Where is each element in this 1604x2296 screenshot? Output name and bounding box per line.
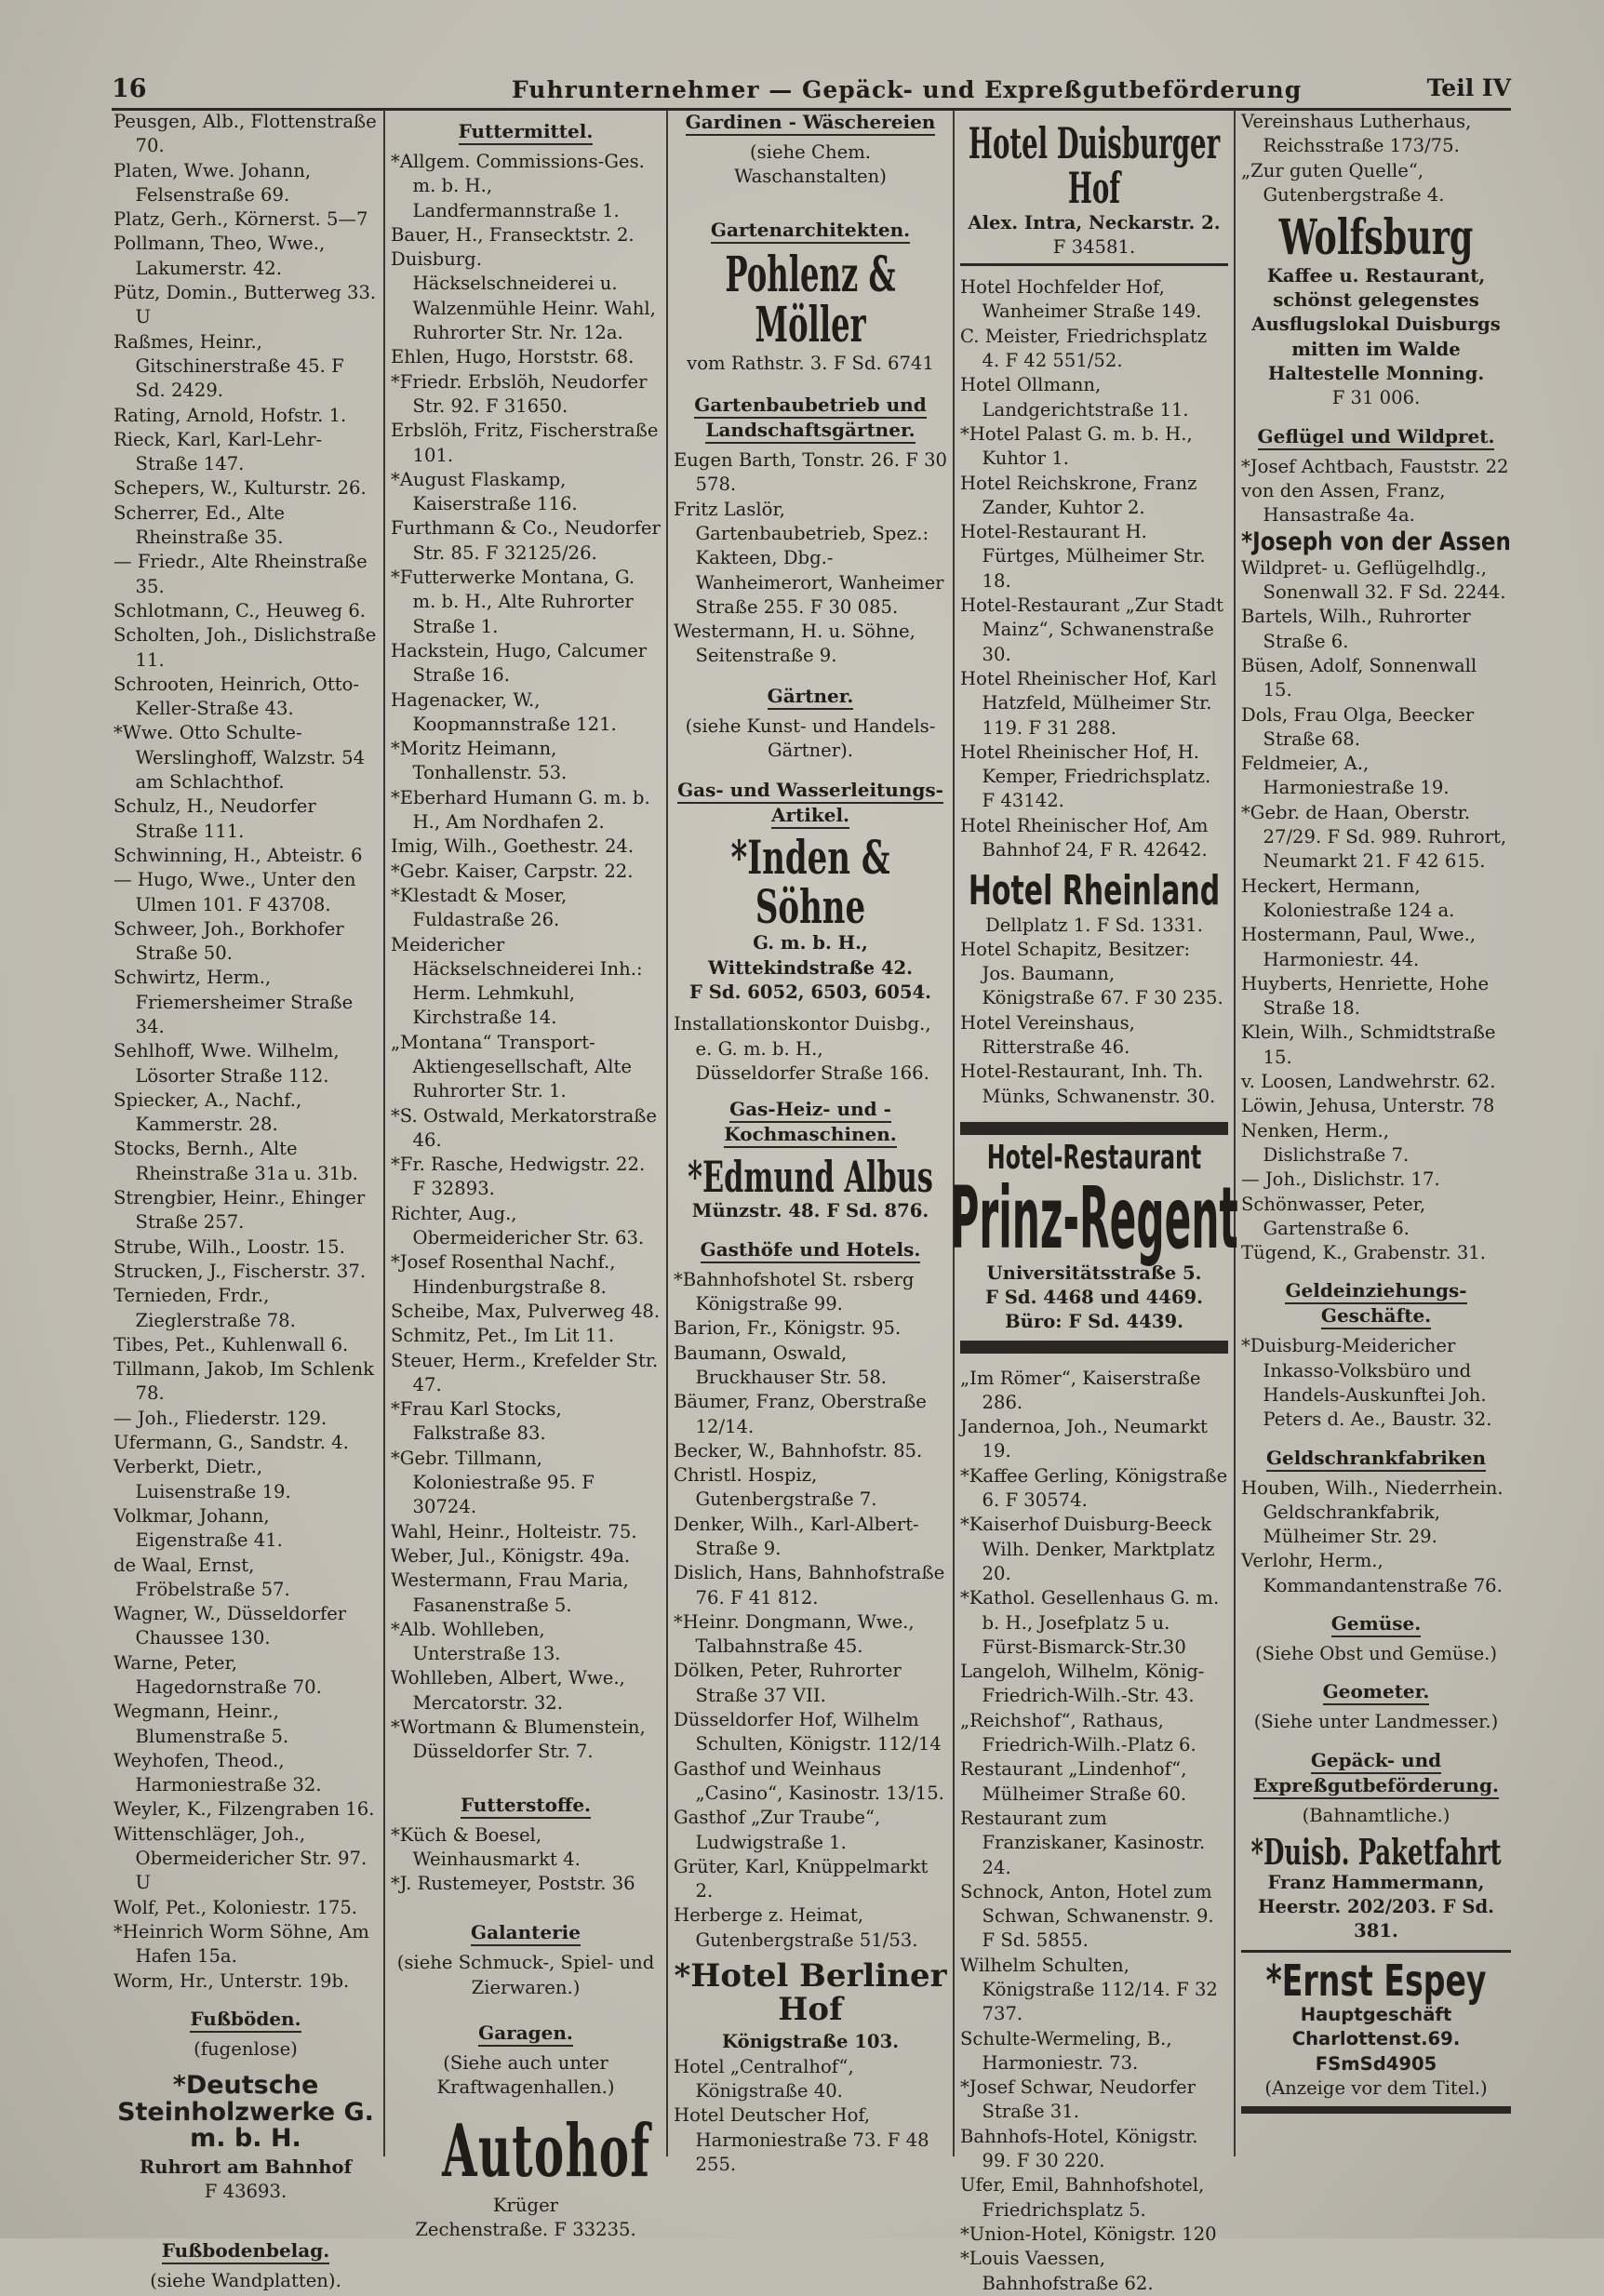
entry: *Bahnhofshotel St. rsberg Königstraße 99.: [674, 1268, 920, 1315]
entry: Schmitz, Pet., Im Lit 11.: [391, 1325, 615, 1347]
entry: Restaurant „Lindenhof“, Mülheimer Straße 60.: [960, 1758, 1193, 1805]
entry: Löwin, Jehusa, Unterstr. 78: [1241, 1095, 1495, 1117]
entry: Hotel Schapitz, Besitzer: Jos. Baumann, Königstraße 67. F 30 235.: [960, 938, 1223, 1009]
ad-rule: [960, 1122, 1228, 1135]
ad-inden-sub: G. m. b. H.,: [753, 932, 868, 954]
section-note: (siehe Schmuck-, Spiel- und Zierwaren.): [396, 1952, 655, 1998]
entry: Wagner, W., Düsseldorfer Chaussee 130.: [114, 1603, 353, 1649]
entry: Wolf, Pet., Koloniestr. 175.: [114, 1896, 358, 1918]
entry: Gasthof und Weinhaus „Casino“, Kasinostr. 13/15.: [674, 1757, 944, 1804]
entry: *Gebr. Tillmann, Koloniestraße 95. F 30724.: [391, 1447, 601, 1518]
column-3: [674, 110, 954, 2175]
section-note: (Siehe Obst und Gemüse.): [1254, 1643, 1498, 1665]
column-divider: [666, 110, 668, 2156]
ad-assen-title: *Joseph von der Assen: [1241, 527, 1511, 557]
entry: Stocks, Bernh., Alte Rheinstraße 31a u. 31b.: [114, 1138, 358, 1184]
entry: Ternieden, Frdr., Zieglerstraße 78.: [114, 1285, 296, 1331]
entry: Erbslöh, Fritz, Fischerstraße 101.: [391, 420, 664, 466]
ad-rheinland-title: Hotel Rheinland: [968, 867, 1221, 915]
entry: Fritz Laslör, Gartenbaubetrieb, Spez.: Kakteen, Dbg.-Wanheimerort, Wanheimer Straße 255. F 30 085.: [674, 498, 950, 618]
ad-paketfahrt-title: *Duisb. Paketfahrt: [1250, 1830, 1502, 1873]
section-heading: Gardinen - Wäschereien: [674, 110, 947, 135]
entry: *Küch & Boesel, Weinhausmarkt 4.: [391, 1823, 581, 1870]
entry: Schulz, H., Neudorfer Straße 111.: [114, 795, 322, 842]
entry: *Alb. Wohlleben, Unterstraße 13.: [391, 1618, 561, 1665]
entry: Dislich, Hans, Bahnhofstraße 76. F 41 812.: [674, 1562, 951, 1609]
ad-autohof-title: Autohof: [442, 2108, 651, 2194]
entry: Platz, Gerh., Körnerst. 5—7: [114, 208, 368, 231]
entry: *Kathol. Gesellenhaus G. m. b. H., Josefplatz 5 u. Fürst-Bismarck-Str.30: [960, 1587, 1225, 1658]
entry-list: [1241, 1334, 1511, 1432]
entry: *Louis Vaessen, Bahnhofstraße 62.: [960, 2248, 1154, 2294]
ad-wolfsburg-text: Kaffee u. Restaurant, schönst gelegenstes Ausflugslokal Duisburgs mitten im Walde Haltestelle Monning.: [1251, 264, 1501, 384]
entry: Bäumer, Franz, Oberstraße 12/14.: [674, 1391, 933, 1437]
entry: *August Flaskamp, Kaiserstraße 116.: [391, 468, 578, 515]
entry: *Frau Karl Stocks, Falkstraße 83.: [391, 1398, 568, 1445]
entry: Schnock, Anton, Hotel zum Schwan, Schwanenstr. 9. F Sd. 5855.: [960, 1880, 1220, 1952]
page-number: 16: [112, 74, 147, 103]
entry: Installationskontor Duisbg., e. G. m. b. H., Düsseldorfer Straße 166.: [674, 1013, 937, 1084]
entry: Hagenacker, W., Koopmannstraße 121.: [391, 688, 617, 735]
entry: Strucken, J., Fischerstr. 37.: [114, 1260, 367, 1282]
entry: *Gebr. Kaiser, Carpstr. 22.: [391, 860, 634, 882]
entry: Restaurant zum Franziskaner, Kasinostr. 24.: [960, 1807, 1211, 1878]
entry: Verberkt, Dietr., Luisenstraße 19.: [114, 1456, 291, 1502]
column-5: [1241, 110, 1511, 2166]
entry: Scheibe, Max, Pulverweg 48.: [391, 1300, 661, 1322]
entry: Hostermann, Paul, Wwe., Harmoniestr. 44.: [1241, 924, 1482, 970]
entry: Schönwasser, Peter, Gartenstraße 6.: [1241, 1193, 1432, 1239]
entry: *Kaffee Gerling, Königstraße 6. F 30574.: [960, 1464, 1234, 1512]
entry: Westermann, H. u. Söhne, Seitenstraße 9.: [674, 621, 922, 667]
entry: Klein, Wilh., Schmidtstraße 15.: [1241, 1021, 1502, 1068]
entry: Hotel Rheinischer Hof, H. Kemper, Friedrichsplatz. F 43142.: [960, 741, 1217, 812]
entry: Hotel Hochfelder Hof, Wanheimer Straße 149.: [960, 276, 1202, 323]
entry: Hotel Rheinischer Hof, Am Bahnhof 24, F R. 42642.: [960, 814, 1214, 861]
ad-albus-title: *Edmund Albus: [688, 1152, 933, 1203]
entry: Meidericher Häckselschneiderei Inh.: Herm. Lehmkuhl, Kirchstraße 14.: [391, 933, 648, 1029]
section-heading: Gemüse.: [1241, 1611, 1511, 1636]
ad-prinz-buero: Büro: F Sd. 4439.: [1005, 1311, 1183, 1333]
section-heading: Geflügel und Wildpret.: [1241, 424, 1511, 449]
section-heading: Geldschrankfabriken: [1241, 1446, 1511, 1471]
entry: Furthmann & Co., Neudorfer Str. 85. F 32125/26.: [391, 517, 667, 564]
ad-rheinland-address: Dellplatz 1. F Sd. 1331.: [984, 914, 1203, 936]
ad-duisburger-hof: [960, 117, 1228, 266]
entry-list: [1241, 110, 1511, 207]
entry: *Fr. Rasche, Hedwigstr. 22. F 32893.: [391, 1154, 651, 1200]
ad-wolfsburg-title: Wolfsburg: [1278, 209, 1474, 267]
entry: *Futterwerke Montana, G. m. b. H., Alte Ruhrorter Straße 1.: [391, 567, 641, 637]
ad-address: Ruhrort am Bahnhof: [139, 2156, 353, 2179]
entry: Herberge z. Heimat, Gutenbergstraße 51/53.: [674, 1904, 918, 1951]
entry: Hotel-Restaurant, Inh. Th. Münks, Schwanenstr. 30.: [960, 1061, 1216, 1107]
entry: Scherrer, Ed., Alte Rheinstraße 35.: [114, 501, 291, 549]
entry: Strengbier, Heinr., Ehinger Straße 257.: [114, 1187, 371, 1234]
page-title: Fuhrunternehmer — Gepäck- und Expreßgutbeförderung: [512, 76, 1303, 103]
entry: *Eberhard Humann G. m. b. H., Am Nordhafen 2.: [391, 786, 656, 834]
ad-autohof-address: Zechenstraße. F 33235.: [415, 2218, 636, 2240]
entry: *Union-Hotel, Königstr. 120: [960, 2223, 1217, 2245]
entry: *Josef Achtbach, Fauststr. 22: [1241, 455, 1509, 477]
entry: Hotel-Restaurant „Zur Stadt Mainz“, Schwanenstraße 30.: [960, 594, 1230, 665]
entry: Schrooten, Heinrich, Otto-Keller-Straße 43.: [114, 673, 359, 720]
ad-paketfahrt-text: Franz Hammermann, Heerstr. 202/203. F Sd. 381.: [1257, 1871, 1495, 1942]
entry: Bahnhofs-Hotel, Königstr. 99. F 30 220.: [960, 2125, 1204, 2172]
entry: *Josef Schwar, Neudorfer Straße 31.: [960, 2076, 1202, 2123]
column-1: [114, 110, 382, 2291]
column-2: [391, 110, 667, 2240]
section-heading: Gasthöfe und Hotels.: [674, 1237, 947, 1262]
entry: Duisburg. Häckselschneiderei u. Walzenmühle Heinr. Wahl, Ruhrorter Str. Nr. 12a.: [391, 248, 662, 344]
entry: v. Loosen, Landwehrstr. 62.: [1241, 1071, 1496, 1093]
entry: Raßmes, Heinr., Gitschinerstraße 45. F Sd. 2429.: [114, 330, 350, 402]
entry: Barion, Fr., Königstr. 95.: [674, 1317, 902, 1340]
entry: Hotel Rheinischer Hof, Karl Hatzfeld, Mülheimer Str. 119. F 31 288.: [960, 667, 1223, 739]
entry: Peusgen, Alb., Flottenstraße 70.: [114, 111, 382, 157]
entry: Baumann, Oswald, Bruckhauser Str. 58.: [674, 1342, 888, 1388]
entry: Hotel „Centralhof“, Königstraße 40.: [674, 2055, 860, 2102]
entry: C. Meister, Friedrichsplatz 4. F 42 551/52.: [960, 325, 1213, 372]
entry-list: [960, 938, 1228, 1109]
ad-rule: [1241, 2106, 1511, 2114]
section-heading: Fußböden.: [114, 2007, 378, 2032]
entry: *Heinrich Worm Söhne, Am Hafen 15a.: [114, 1920, 376, 1968]
entry: Huyberts, Henriette, Hohe Straße 18.: [1241, 972, 1495, 1020]
entry: Schwirtz, Herm., Friemersheimer Straße 34.: [114, 967, 359, 1037]
entry: *S. Ostwald, Merkatorstraße 46.: [391, 1104, 663, 1151]
entry: Verlohr, Herm., Kommandantenstraße 76.: [1241, 1550, 1503, 1596]
section-note: (siehe Wandplatten).: [150, 2269, 341, 2291]
entry: Ufer, Emil, Bahnhofshotel, Friedrichsplatz 5.: [960, 2174, 1210, 2221]
entry: „Reichshof“, Rathaus, Friedrich-Wilh.-Platz 6.: [960, 1709, 1196, 1756]
entry: — Joh., Fliederstr. 129.: [114, 1407, 327, 1429]
entry: „Zur guten Quelle“, Gutenbergstraße 4.: [1241, 159, 1445, 206]
entry: Volkmar, Johann, Eigenstraße 41.: [114, 1504, 283, 1552]
entry: *Duisburg-Meidericher Inkasso-Volksbüro und Handels-Auskunftei Joh. Peters d. Ae., Baustr. 32.: [1241, 1335, 1492, 1431]
entry: *Hotel Palast G. m. b. H., Kuhtor 1.: [960, 422, 1198, 470]
entry: Pollmann, Theo, Wwe., Lakumerstr. 42.: [114, 233, 331, 279]
entry: Grüter, Karl, Knüppelmarkt 2.: [674, 1855, 934, 1902]
entry: — Hugo, Wwe., Unter den Ulmen 101. F 43708.: [114, 869, 362, 915]
ad-espey-sub: Hauptgeschäft: [1300, 2004, 1452, 2026]
ad-inden-title: *Inden & Söhne: [730, 830, 890, 934]
entry: Eugen Barth, Tonstr. 26. F 30 578.: [674, 449, 954, 496]
section-heading: Gärtner.: [674, 684, 947, 709]
entry: Christl. Hospiz, Gutenbergstraße 7.: [674, 1464, 877, 1511]
entry: Ehlen, Hugo, Horststr. 68.: [391, 346, 635, 368]
ad-pohlenz-title: Pohlenz & Möller: [725, 246, 896, 354]
section-note: (fugenlose): [194, 2037, 298, 2060]
entry: Vereinshaus Lutherhaus, Reichsstraße 173/75.: [1241, 111, 1477, 157]
entry: *Kaiserhof Duisburg-Beeck Wilh. Denker, Marktplatz 20.: [960, 1514, 1221, 1584]
ad-prinz-address: Universitätsstraße 5.: [986, 1261, 1202, 1284]
entry: Nenken, Herm., Dislichstraße 7.: [1241, 1119, 1410, 1166]
entry: Wahl, Heinr., Holteistr. 75.: [391, 1520, 637, 1542]
column-4: [950, 110, 1238, 2294]
entry: *J. Rustemeyer, Poststr. 36: [391, 1873, 635, 1895]
ad-duisburger-title: Hotel Duisburger Hof: [968, 118, 1221, 214]
entry: — Friedr., Alte Rheinstraße 35.: [114, 551, 373, 597]
entry: „Montana“ Transport-Aktiengesellschaft, Alte Ruhrorter Str. 1.: [391, 1031, 638, 1102]
ad-berliner-hof-address: Königstraße 103.: [721, 2031, 900, 2053]
entry: Strube, Wilh., Loostr. 15.: [114, 1235, 345, 1258]
entry: Wilhelm Schulten, Königstraße 112/14. F 32 737.: [960, 1954, 1224, 2025]
entry: Rating, Arnold, Hofstr. 1.: [114, 404, 347, 426]
entry: Tibes, Pet., Kuhlenwall 6.: [114, 1333, 349, 1355]
section-note: (Siehe unter Landmesser.): [1253, 1711, 1499, 1733]
entry: Wegmann, Heinr., Blumenstraße 5.: [114, 1701, 289, 1747]
entry: Pütz, Domin., Butterweg 33. U: [114, 282, 382, 328]
entry: Tillmann, Jakob, Im Schlenk 78.: [114, 1358, 381, 1405]
section-heading: Futtermittel.: [391, 119, 661, 144]
entry-list: [674, 2055, 947, 2177]
entry: Rieck, Karl, Karl-Lehr-Straße 147.: [114, 428, 323, 475]
entry: Hotel Deutscher Hof, Harmoniestraße 73. F 48 255.: [674, 2104, 935, 2175]
entry: *Wortmann & Blumenstein, Düsseldorfer Str. 7.: [391, 1716, 651, 1763]
part-label: Teil IV: [1426, 74, 1511, 101]
entry-list: [1241, 455, 1511, 528]
ad-duisburger-phone: F 34581.: [1052, 235, 1136, 258]
entry: Bauer, H., Fransecktstr. 2.: [391, 223, 635, 246]
entry-list: [391, 150, 667, 1765]
entry: Hotel-Restaurant H. Fürtges, Mülheimer Str. 18.: [960, 521, 1211, 592]
entry: Wittenschläger, Joh., Obermeidericher Str. 97. U: [114, 1822, 373, 1894]
entry: Spiecker, A., Nachf., Kammerstr. 28.: [114, 1088, 308, 1136]
entry-list: [391, 1823, 661, 1897]
entry: Feldmeier, A., Harmoniestraße 19.: [1241, 753, 1450, 799]
entry-list: [960, 1367, 1234, 2296]
section-note: (Bahnamtliche.): [1302, 1804, 1450, 1826]
entry: Worm, Hr., Unterstr. 19b.: [114, 1969, 350, 1992]
entry: Westermann, Frau Maria, Fasanenstraße 5.: [391, 1569, 635, 1616]
entry-list: [674, 448, 954, 669]
entry: Hotel Reichskrone, Franz Zander, Kuhtor 2.: [960, 472, 1203, 518]
entry: Schwinning, H., Abteistr. 6: [114, 844, 363, 866]
ad-rule: [960, 1341, 1228, 1354]
entry: Weyhofen, Theod., Harmoniestraße 32.: [114, 1749, 322, 1796]
section-heading: Geometer.: [1241, 1679, 1511, 1704]
entry: Weber, Jul., Königstr. 49a.: [391, 1544, 631, 1567]
column-divider: [1234, 110, 1236, 2156]
entry-list: [114, 110, 382, 1994]
section-heading: Galanterie: [391, 1920, 661, 1945]
entry: Sehlhoff, Wwe. Wilhelm, Lösorter Straße 112.: [114, 1040, 345, 1087]
entry: Platen, Wwe. Johann, Felsenstraße 69.: [114, 159, 317, 206]
ad-espey-title: *Ernst Espey: [1265, 1955, 1487, 2006]
ad-autohof-owner: Krüger: [492, 2194, 559, 2216]
ad-wolfsburg-phone: F 31 006.: [1331, 387, 1421, 409]
entry: Becker, W., Bahnhofstr. 85.: [674, 1439, 923, 1462]
entry: *Heinr. Dongmann, Wwe., Talbahnstraße 45.: [674, 1610, 920, 1658]
entry: Imig, Wilh., Goethestr. 24.: [391, 835, 635, 858]
section-heading: Gas- und Wasserleitungs-Artikel.: [674, 778, 947, 828]
entry: de Waal, Ernst, Fröbelstraße 57.: [114, 1554, 290, 1600]
ad-duisburger-address: Alex. Intra, Neckarstr. 2.: [968, 211, 1221, 234]
section-heading: Gartenarchitekten.: [674, 218, 947, 243]
page-header: [112, 74, 1511, 112]
entry: *Allgem. Commissions-Ges. m. b. H., Landfermannstraße 1.: [391, 151, 651, 221]
entry: *Wwe. Otto Schulte-Werslinghoff, Walzstr. 54 am Schlachthof.: [114, 722, 371, 794]
entry: *Gebr. de Haan, Oberstr. 27/29. F Sd. 989. Ruhrort, Neumarkt 21. F 42 615.: [1241, 801, 1513, 873]
ad-pohlenz-address: vom Rathstr. 3. F Sd. 6741: [687, 352, 934, 374]
entry: Warne, Peter, Hagedornstraße 70.: [114, 1651, 322, 1698]
entry-list: [1241, 605, 1511, 1265]
entry: von den Assen, Franz, Hansastraße 4a.: [1241, 479, 1451, 527]
section-heading: Gartenbaubetrieb und Landschaftsgärtner.: [674, 393, 947, 443]
entry: Düsseldorfer Hof, Wilhelm Schulten, Königstr. 112/14: [674, 1709, 942, 1755]
section-heading: Futterstoffe.: [391, 1793, 661, 1818]
entry: Hotel Vereinshaus, Ritterstraße 46.: [960, 1011, 1142, 1058]
ad-prinz-phone: F Sd. 4468 und 4469.: [985, 1286, 1203, 1308]
entry: Schulte-Wermeling, B., Harmoniestr. 73.: [960, 2027, 1178, 2074]
ad-assen-text: Wildpret- u. Geflügelhdlg., Sonenwall 32. F Sd. 2244.: [1241, 556, 1506, 604]
ad-espey-address: Charlottenst.69. FSmSd4905: [1291, 2028, 1461, 2075]
entry: — Joh., Dislichstr. 17.: [1241, 1168, 1440, 1191]
column-divider: [383, 110, 385, 2156]
entry: Schlotmann, C., Heuweg 6.: [114, 599, 367, 621]
entry: Wohlleben, Albert, Wwe., Mercatorstr. 32.: [391, 1667, 632, 1714]
entry: Bartels, Wilh., Ruhrorter Straße 6.: [1241, 606, 1477, 652]
entry: „Im Römer“, Kaiserstraße 286.: [960, 1367, 1207, 1413]
entry: *Friedr. Erbslöh, Neudorfer Str. 92. F 31650.: [391, 370, 653, 417]
entry: Denker, Wilh., Karl-Albert-Straße 9.: [674, 1513, 919, 1559]
entry: Ufermann, G., Sandstr. 4.: [114, 1432, 349, 1454]
entry: Tügend, K., Grabenstr. 31.: [1241, 1242, 1486, 1264]
entry: Hotel Ollmann, Landgerichtstraße 11.: [960, 374, 1189, 420]
section-heading: Gepäck- und Expreßgutbeförderung.: [1241, 1748, 1511, 1798]
entry: *Klestadt & Moser, Fuldastraße 26.: [391, 884, 573, 931]
ad-inden-address: Wittekindstraße 42.: [708, 956, 913, 979]
section-heading: Garagen.: [391, 2021, 661, 2046]
entry: Schepers, W., Kulturstr. 26.: [114, 477, 367, 500]
ad-phone: F 43693.: [204, 2181, 287, 2203]
entry: Dölken, Peter, Ruhrorter Straße 37 VII.: [674, 1660, 907, 1706]
section-heading: Gas-Heiz- und -Kochmaschinen.: [674, 1097, 947, 1147]
column-divider: [953, 110, 955, 2156]
ad-rule: [1241, 1950, 1511, 1953]
entry: Langeloh, Wilhelm, König-Friedrich-Wilh.-Str. 43.: [960, 1661, 1205, 1707]
ad-espey-note: (Anzeige vor dem Titel.): [1264, 2076, 1488, 2099]
entry: *Josef Rosenthal Nachf., Hindenburgstraße 8.: [391, 1251, 622, 1298]
section-heading: Fußbodenbelag.: [114, 2238, 378, 2263]
entry: Jandernoa, Joh., Neumarkt 19.: [960, 1416, 1214, 1462]
entry: Schweer, Joh., Borkhofer Straße 50.: [114, 917, 350, 965]
entry: Scholten, Joh., Dislichstraße 11.: [114, 624, 382, 671]
section-note: (Siehe auch unter Kraftwagenhallen.): [436, 2052, 615, 2099]
entry: Weyler, K., Filzengraben 16.: [114, 1798, 375, 1821]
entry: Heckert, Hermann, Koloniestraße 124 a.: [1241, 874, 1455, 921]
entry: Büsen, Adolf, Sonnenwall 15.: [1241, 654, 1483, 701]
entry: Steuer, Herm., Krefelder Str. 47.: [391, 1349, 664, 1395]
entry: Gasthof „Zur Traube“, Ludwigstraße 1.: [674, 1807, 887, 1853]
entry: Houben, Wilh., Niederrhein. Geldschrankfabrik, Mülheimer Str. 29.: [1241, 1476, 1509, 1548]
section-note: (siehe Chem. Waschanstalten): [734, 141, 887, 188]
ad-albus-address: Münzstr. 48. F Sd. 876.: [691, 1200, 929, 1222]
ad-steinholzwerke: *Deutsche Steinholzwerke G. m. b. H.: [117, 2071, 374, 2153]
entry-list: [1241, 1476, 1511, 1598]
entry-list: [674, 1268, 951, 1953]
entry: Dols, Frau Olga, Beecker Straße 68.: [1241, 703, 1480, 750]
entry: Hackstein, Hugo, Calcumer Straße 16.: [391, 639, 653, 687]
section-heading: Geldeinziehungs-Geschäfte.: [1241, 1278, 1511, 1328]
ad-inden-phone: F Sd. 6052, 6503, 6054.: [689, 981, 931, 1003]
ad-prinz-line2: Prinz-Regent: [950, 1168, 1238, 1268]
section-note: (siehe Kunst- und Handels-Gärtner).: [685, 714, 936, 762]
ad-berliner-hof-title: *Hotel Berliner Hof: [674, 1957, 947, 2028]
entry-list: [960, 275, 1228, 862]
ad-prinz-line1: Hotel-Restaurant: [986, 1138, 1202, 1177]
entry: Richter, Aug., Obermeidericher Str. 63.: [391, 1202, 645, 1249]
entry: *Moritz Heimann, Tonhallenstr. 53.: [391, 738, 568, 784]
